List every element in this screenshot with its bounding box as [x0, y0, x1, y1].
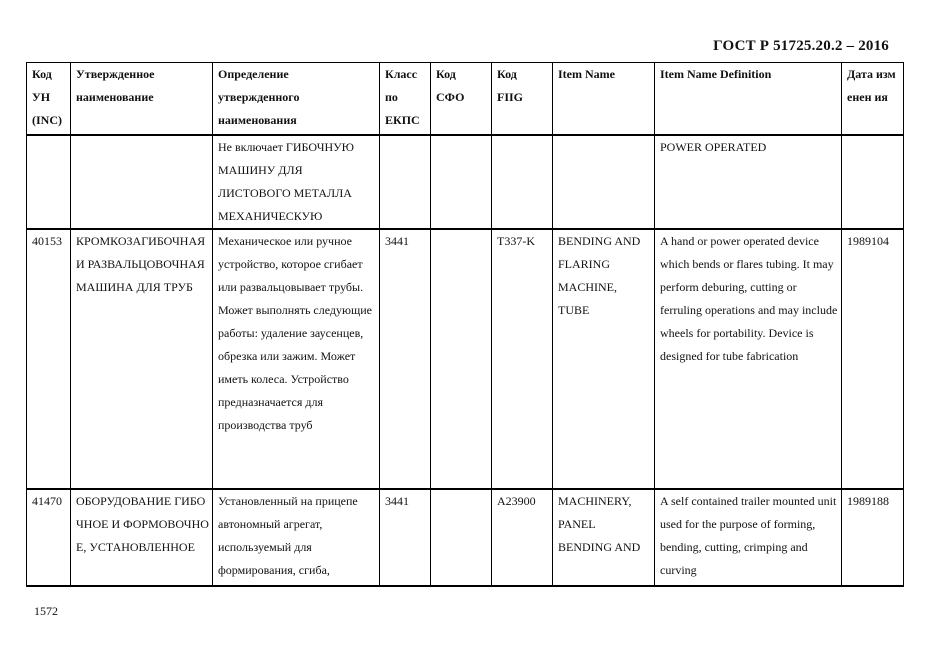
- cell-date: [842, 135, 904, 229]
- cell-item-name: BENDING AND FLARING MACHINE, TUBE: [553, 229, 655, 489]
- column-header-approved-name: Утвержденное наименование: [71, 63, 213, 136]
- cell-definition-ru: Механическое или ручное устройство, которое сгибает или развальцовывает трубы. Может выполнять следующие работы: удаление заусенцев, обрезка или зажим. Может иметь колеса. Устройство предназначается для производства труб: [213, 229, 380, 489]
- cell-class: 3441: [380, 229, 431, 489]
- cell-definition-en: A self contained trailer mounted unit used for the purpose of forming, bending, cutting, crimping and curving: [655, 489, 842, 586]
- table-row: [27, 135, 904, 229]
- cell-item-name: MACHINERY, PANEL BENDING AND: [553, 489, 655, 586]
- column-header-class: Класс по ЕКПС: [380, 63, 431, 136]
- cell-inc: [27, 135, 71, 229]
- cell-item-name: [553, 135, 655, 229]
- cell-approved-name: КРОМКОЗАГИБОЧНАЯ И РАЗВАЛЬЦОВОЧНАЯ МАШИНА ДЛЯ ТРУБ: [71, 229, 213, 489]
- document-title: ГОСТ Р 51725.20.2 – 2016: [713, 38, 889, 54]
- item-name-table: [26, 62, 904, 587]
- cell-definition-ru: Не включает ГИБОЧНУЮ МАШИНУ ДЛЯ ЛИСТОВОГО МЕТАЛЛА МЕХАНИЧЕСКУЮ: [213, 135, 380, 229]
- column-header-fiig: Код FIIG: [492, 63, 553, 136]
- column-header-definition-en: Item Name Definition: [655, 63, 842, 136]
- table-row: [27, 489, 904, 586]
- column-header-definition-ru: Определение утвержденного наименования: [213, 63, 380, 136]
- cell-fiig: T337-K: [492, 229, 553, 489]
- page-number: 1572: [34, 604, 58, 618]
- cell-fiig: A23900: [492, 489, 553, 586]
- column-header-date: Дата изменен ия: [842, 63, 904, 136]
- table-header-row: [27, 63, 904, 136]
- column-header-sfo: Код СФО: [431, 63, 492, 136]
- cell-approved-name: [71, 135, 213, 229]
- table-row: [27, 229, 904, 489]
- cell-date: 1989188: [842, 489, 904, 586]
- cell-inc: 40153: [27, 229, 71, 489]
- cell-date: 1989104: [842, 229, 904, 489]
- cell-inc: 41470: [27, 489, 71, 586]
- cell-definition-en: A hand or power operated device which bends or flares tubing. It may perform deburing, cutting or ferruling operations and may include wheels for portability. Device is designed for tube fabrication: [655, 229, 842, 489]
- cell-definition-ru: Установленный на прицепе автономный агрегат, используемый для формирования, сгиба,: [213, 489, 380, 586]
- cell-class: 3441: [380, 489, 431, 586]
- column-header-inc: Код УН (INC): [27, 63, 71, 136]
- cell-sfo: [431, 229, 492, 489]
- cell-class: [380, 135, 431, 229]
- column-header-item-name: Item Name: [553, 63, 655, 136]
- cell-definition-en: POWER OPERATED: [655, 135, 842, 229]
- cell-sfo: [431, 135, 492, 229]
- cell-approved-name: ОБОРУДОВАНИЕ ГИБОЧНОЕ И ФОРМОВОЧНОЕ, УСТАНОВЛЕННОЕ: [71, 489, 213, 586]
- cell-sfo: [431, 489, 492, 586]
- cell-fiig: [492, 135, 553, 229]
